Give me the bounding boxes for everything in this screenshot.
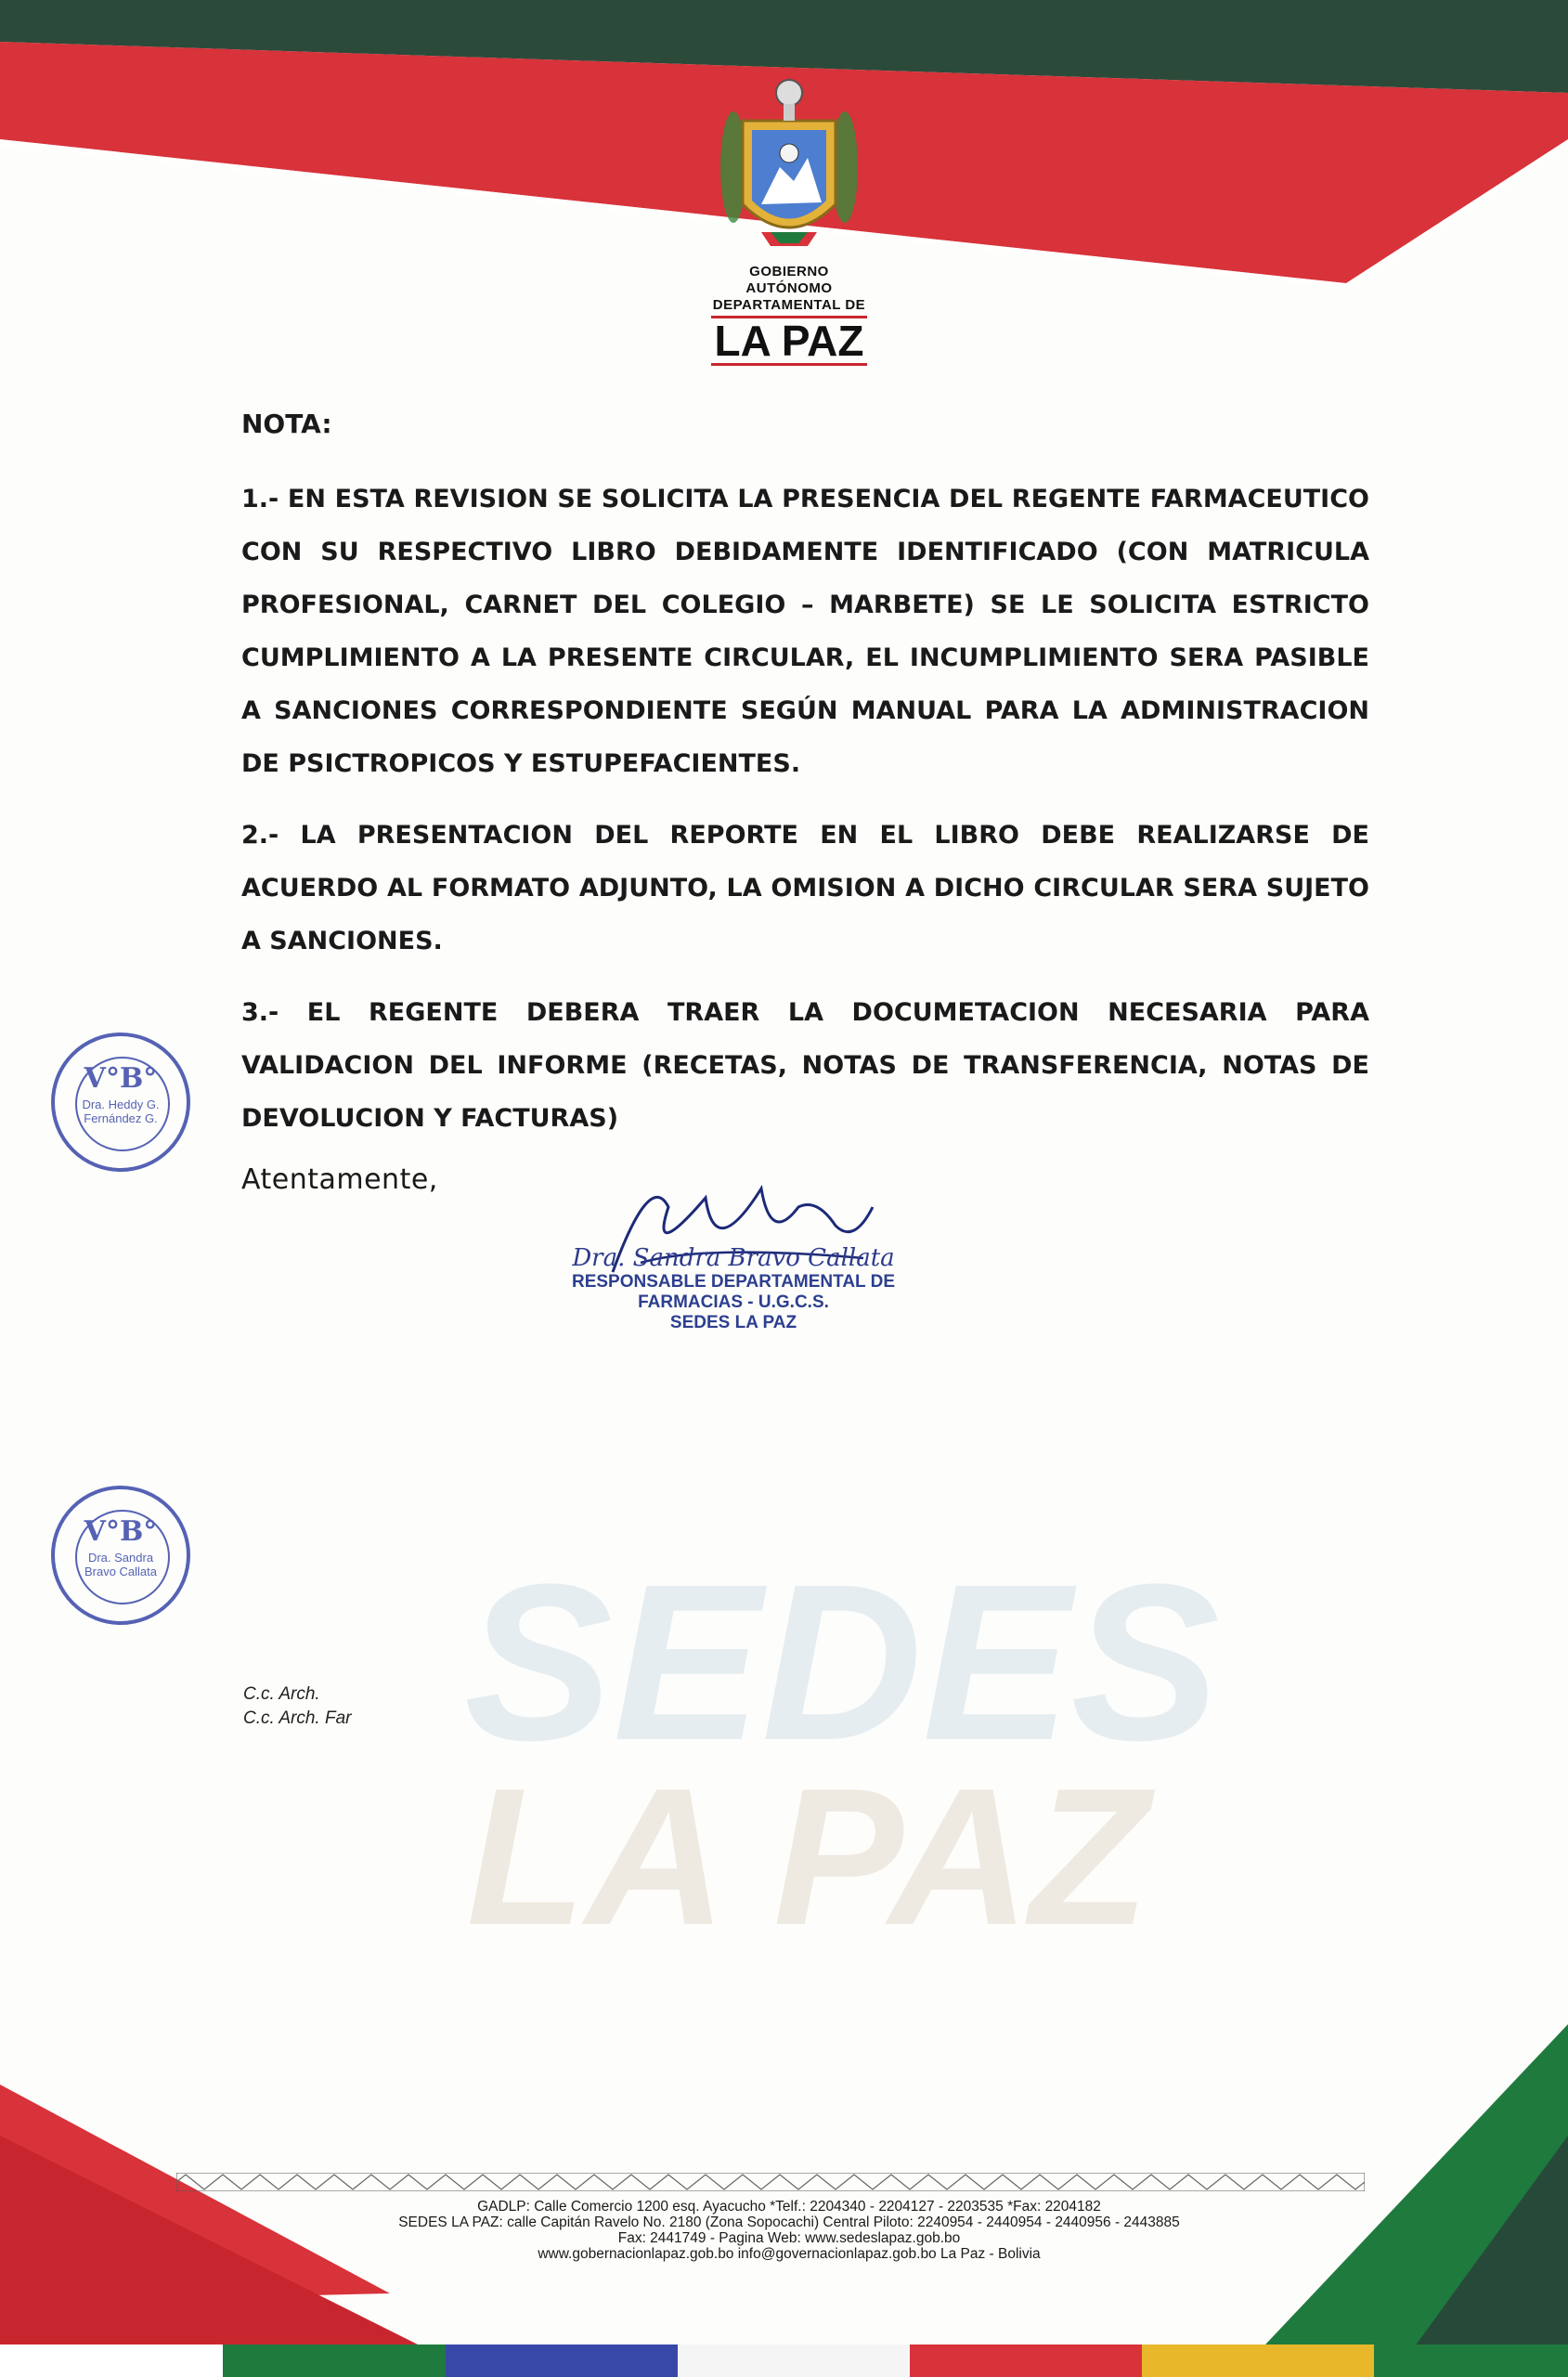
gadlp-logo bbox=[706, 65, 873, 366]
signature-block bbox=[566, 1244, 901, 1333]
cc-line-2: C.c. Arch. Far bbox=[243, 1708, 352, 1728]
approval-stamp-2 bbox=[51, 1486, 190, 1625]
stamp-name bbox=[55, 1551, 187, 1578]
strip-green bbox=[223, 2345, 446, 2377]
note-paragraph-1: 1.- EN ESTA REVISION SE SOLICITA LA PRESENCIA DEL REGENTE FARMACEUTICO CON SU RESPECTIVO LIBRO DEBIDAMENTE IDENTIFICADO (CON MATRICULA PROFESIONAL, CARNET DEL COLEGIO – MARBETE) SE LE SOLICITA ESTRICTO CUMPLIMIENTO A LA PRESENTE CIRCULAR, EL INCUMPLIMIENTO SERA PASIBLE A SANCIONES CORRESPONDIENTE SEGÚN MANUAL PARA LA ADMINISTRACION DE PSICTROPICOS Y ESTUPEFACIENTES. bbox=[241, 485, 1369, 778]
stamp-vb-text: V°B° bbox=[84, 1062, 158, 1095]
logo-text-lapaz: LA PAZ bbox=[711, 316, 868, 366]
stamp-name-line2: Fernández G. bbox=[84, 1111, 158, 1125]
stamp-name-line1: Dra. Sandra bbox=[87, 1551, 154, 1565]
sedes-watermark bbox=[464, 1538, 1220, 1966]
footer-line-2: SEDES LA PAZ: calle Capitán Ravelo No. 2180 (Zona Sopocachi) Central Piloto: 2240954 - 2440954 - 2440956 - 2443885 bbox=[398, 2215, 1180, 2230]
strip-blue bbox=[446, 2345, 678, 2377]
signatory-title-3: SEDES LA PAZ bbox=[669, 1313, 797, 1332]
signatory-title-2: FARMACIAS - U.G.C.S. bbox=[638, 1292, 829, 1312]
stamp-name-line2: Bravo Callata bbox=[84, 1565, 158, 1578]
stamp-vb-text: V°B° bbox=[84, 1515, 158, 1548]
signatory-title-1: RESPONSABLE DEPARTAMENTAL DE bbox=[571, 1272, 895, 1292]
footer-line-3: Fax: 2441749 - Pagina Web: www.sedeslapaz.gob.bo bbox=[617, 2230, 961, 2246]
strip-yellow bbox=[1142, 2345, 1374, 2377]
watermark-line1: SEDES bbox=[464, 1538, 1220, 1786]
strip-red bbox=[910, 2345, 1142, 2377]
watermark-line2: LA PAZ bbox=[466, 1747, 1149, 1966]
logo-text-line1: GOBIERNO AUTÓNOMO bbox=[745, 264, 833, 296]
closing-text: Atentamente, bbox=[241, 1163, 438, 1196]
stamp-name-line1: Dra. Heddy G. bbox=[82, 1098, 160, 1111]
footer-pattern bbox=[176, 2173, 1365, 2191]
note-heading: NOTA: bbox=[241, 409, 332, 439]
stamp-name bbox=[55, 1098, 187, 1125]
logo-text-line2: DEPARTAMENTAL DE bbox=[712, 297, 866, 313]
note-paragraph-2: 2.- LA PRESENTACION DEL REPORTE EN EL LIBRO DEBE REALIZARSE DE ACUERDO AL FORMATO ADJUNTO, LA OMISION A DICHO CIRCULAR SERA SUJETO A SANCIONES. bbox=[241, 821, 1369, 955]
signatory-name: Dra. Sandra Bravo Callata bbox=[572, 1244, 895, 1272]
approval-stamp-1 bbox=[51, 1033, 190, 1172]
note-paragraph-3: 3.- EL REGENTE DEBERA TRAER LA DOCUMETACION NECESARIA PARA VALIDACION DEL INFORME (RECETAS, NOTAS DE TRANSFERENCIA, NOTAS DE DEVOLUCION Y FACTURAS) bbox=[241, 998, 1369, 1133]
carbon-copy-list bbox=[243, 1682, 351, 1731]
document-body bbox=[241, 409, 1369, 1196]
cc-line-1: C.c. Arch. bbox=[243, 1684, 320, 1704]
footer-line-1: GADLP: Calle Comercio 1200 esq. Ayacucho *Telf.: 2204340 - 2204127 - 2203535 *Fax: 2204182 bbox=[477, 2199, 1101, 2215]
footer-contact bbox=[371, 2199, 1207, 2262]
footer-line-4: www.gobernacionlapaz.gob.bo info@governacionlapaz.gob.bo La Paz - Bolivia bbox=[538, 2246, 1041, 2262]
coat-of-arms-icon bbox=[706, 65, 873, 260]
